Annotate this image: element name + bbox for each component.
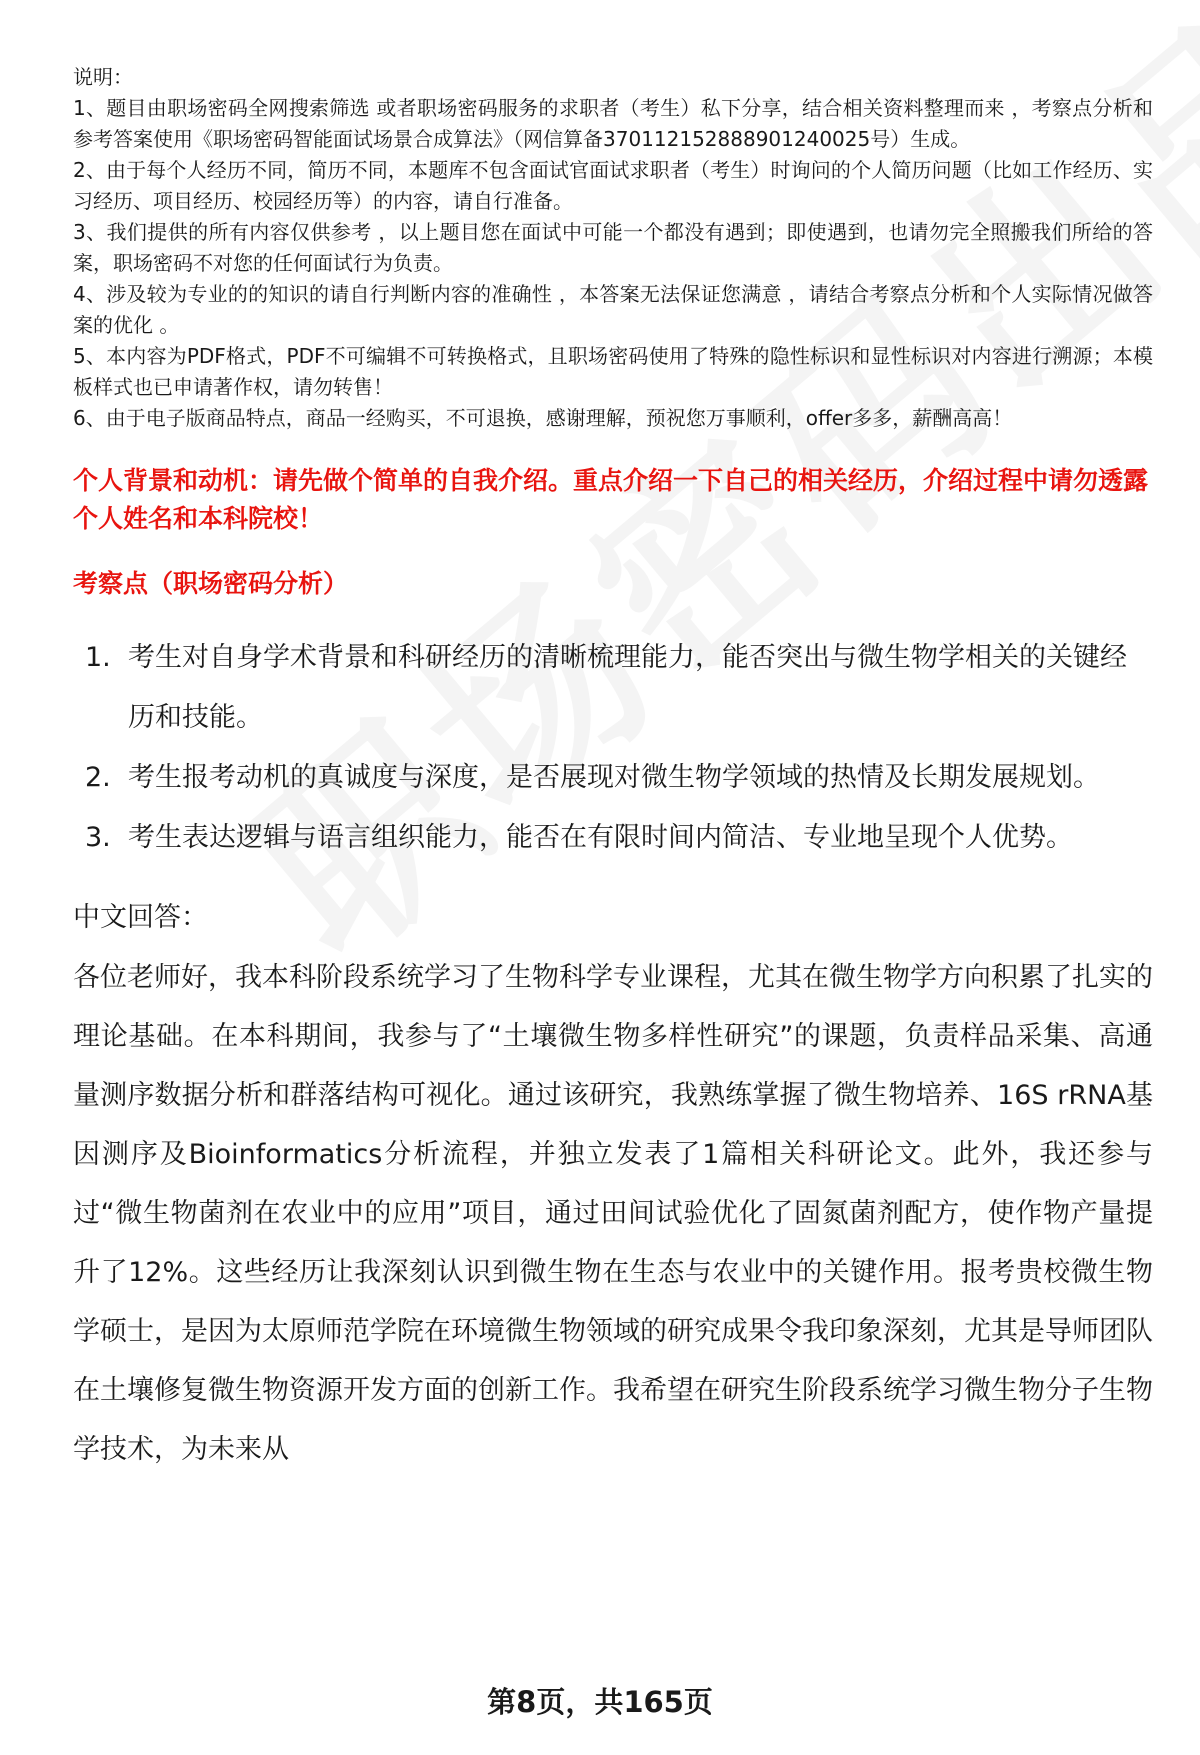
list-item-text: 考生对自身学术背景和科研经历的清晰梳理能力，能否突出与微生物学相关的关键经历和技能。 xyxy=(128,642,1127,733)
notes-section xyxy=(73,62,1153,434)
list-item-number: 2. xyxy=(85,762,111,793)
answer-text: 各位老师好，我本科阶段系统学习了生物科学专业课程，尤其在微生物学方向积累了扎实的理论基础。在本科期间，我参与了“土壤微生物多样性研究”的课题，负责样品采集、高通量测序数据分析和群落结构可视化。通过该研究，我熟练掌握了微生物培养、16S rRNA基因测序及Bioinformatics分析流程，并独立发表了1篇相关科研论文。此外，我还参与过“微生物菌剂在农业中的应用”项目，通过田间试验优化了固氮菌剂配方，使作物产量提升了12%。这些经历让我深刻认识到微生物在生态与农业中的关键作用。报考贵校微生物学硕士，是因为太原师范学院在环境微生物领域的研究成果令我印象深刻，尤其是导师团队在土壤修复微生物资源开发方面的创新工作。我希望在研究生阶段系统学习微生物分子生物学技术，为未来从 xyxy=(73,962,1153,1465)
note-item: 1、题目由职场密码全网搜索筛选 或者职场密码服务的求职者（考生）私下分享，结合相关资料整理而来 ，考察点分析和参考答案使用《职场密码智能面试场景合成算法》（网信算备370112152888901240025号）生成。 xyxy=(73,96,1153,151)
points-list xyxy=(73,628,1153,868)
list-item xyxy=(73,748,1153,808)
note-item: 5、本内容为PDF格式，PDF不可编辑不可转换格式，且职场密码使用了特殊的隐性标识和显性标识对内容进行溯源；本模板样式也已申请著作权，请勿转售！ xyxy=(73,344,1153,399)
list-item-number: 1. xyxy=(85,642,111,673)
list-item-text: 考生表达逻辑与语言组织能力，能否在有限时间内简洁、专业地呈现个人优势。 xyxy=(128,822,1073,853)
points-heading: 考察点（职场密码分析） xyxy=(73,569,349,598)
page-footer: 第8页，共165页 xyxy=(487,1685,713,1719)
document-page xyxy=(73,62,1153,1479)
note-item: 6、由于电子版商品特点，商品一经购买，不可退换，感谢理解，预祝您万事顺利，offer多多，薪酬高高！ xyxy=(73,406,1013,430)
list-item-number: 3. xyxy=(85,822,111,853)
list-item xyxy=(73,808,1153,868)
notes-title: 说明： xyxy=(73,65,133,89)
note-item: 4、涉及较为专业的的知识的请自行判断内容的准确性 ，本答案无法保证您满意 ，请结合考察点分析和个人实际情况做答案的优化 。 xyxy=(73,282,1153,337)
note-item: 3、我们提供的所有内容仅供参考 ，以上题目您在面试中可能一个都没有遇到；即使遇到，也请勿完全照搬我们所给的答案，职场密码不对您的任何面试行为负责。 xyxy=(73,220,1153,275)
answer-label: 中文回答： xyxy=(73,902,208,933)
list-item-text: 考生报考动机的真诚度与深度，是否展现对微生物学领域的热情及长期发展规划。 xyxy=(128,762,1100,793)
question-heading: 个人背景和动机：请先做个简单的自我介绍。重点介绍一下自己的相关经历，介绍过程中请勿透露个人姓名和本科院校！ xyxy=(73,466,1149,533)
list-item xyxy=(73,628,1153,748)
note-item: 2、由于每个人经历不同，简历不同，本题库不包含面试官面试求职者（考生）时询问的个人简历问题（比如工作经历、实习经历、项目经历、校园经历等）的内容，请自行准备。 xyxy=(73,158,1153,213)
